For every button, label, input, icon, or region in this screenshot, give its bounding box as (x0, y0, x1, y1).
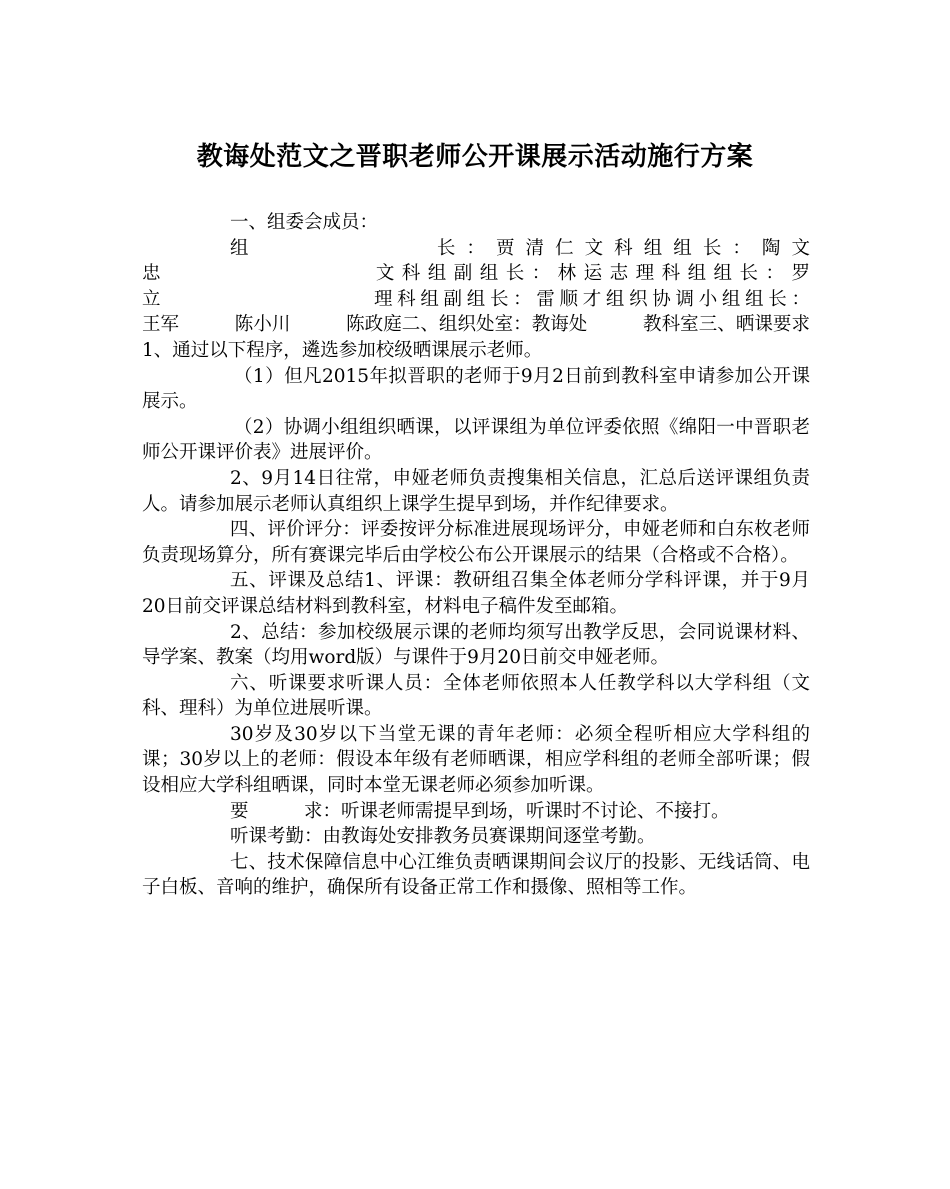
paragraph-attendance-requirements: 六、听课要求听课人员：全体老师依照本人任教学科以大学科组（文科、理科）为单位进展听课。 (142, 672, 810, 720)
paragraph-scoring: 四、评价评分：评委按评分标准进展现场评分，申娅老师和白东枚老师负责现场算分，所有赛课完毕后由学校公布公开课展示的结果（合格或不合格）。 (142, 519, 810, 566)
paragraph-attendance-check: 听课考勤：由教诲处安排教务员赛课期间逐堂考勤。 (230, 826, 656, 848)
paragraph-committee-members: 王军 陈小川 陈政庭二、组织处室：教诲处 教科室三、晒课要求1、通过以下程序，遴选参加校级晒课展示老师。 (142, 314, 810, 361)
paragraph-technical-support: 七、技术保障信息中心江维负责晒课期间会议厅的投影、无线话筒、电子白板、音响的维护，确保所有设备正常工作和摄像、照相等工作。 (142, 851, 810, 899)
paragraph-young-teachers: 30岁及30岁以下当堂无课的青年老师：必须全程听相应大学科组的课；30岁以上的老师：假设本年级有老师晒课，相应学科组的老师全部听课；假设相应大学科组晒课，同时本堂无课老师必须参加听课。 (142, 723, 810, 797)
paragraph-requirement-2: （2）协调小组组织晒课，以评课组为单位评委依照《绵阳一中晋职老师公开课评价表》进展评价。 (142, 416, 810, 464)
paragraph-requirements: 要 求：听课老师需提早到场，听课时不讨论、不接打。 (230, 800, 730, 822)
paragraph-section-1-heading: 一、组委会成员： (230, 212, 379, 233)
document-title: 教诲处范文之晋职老师公开课展示活动施行方案 (196, 142, 754, 172)
paragraph-committee-line-3: 立 理科组副组长：雷顺才组织协调小组组长： (142, 288, 810, 310)
paragraph-committee-line-2: 忠 文科组副组长：林运志理科组组长：罗 (142, 263, 810, 285)
paragraph-review: 五、评课及总结1、评课：教研组召集全体老师分学科评课，并于9月20日前交评课总结材料到教科室，材料电子稿件发至邮箱。 (142, 570, 810, 617)
paragraph-collection: 2、9月14日往常，申娅老师负责搜集相关信息，汇总后送评课组负责人。请参加展示老师认真组织上课学生提早到场，并作纪律要求。 (142, 467, 810, 515)
paragraph-committee-line-1: 组 长：贾清仁文科组组长：陶文 (230, 237, 810, 259)
paragraph-summary: 2、总结：参加校级展示课的老师均须写出教学反思，会同说课材料、导学案、教案（均用word版）与课件于9月20日前交申娅老师。 (142, 621, 810, 669)
document-body (142, 210, 810, 901)
paragraph-requirement-1: （1）但凡2015年拟晋职的老师于9月2日前到教科室申请参加公开课展示。 (142, 365, 810, 413)
